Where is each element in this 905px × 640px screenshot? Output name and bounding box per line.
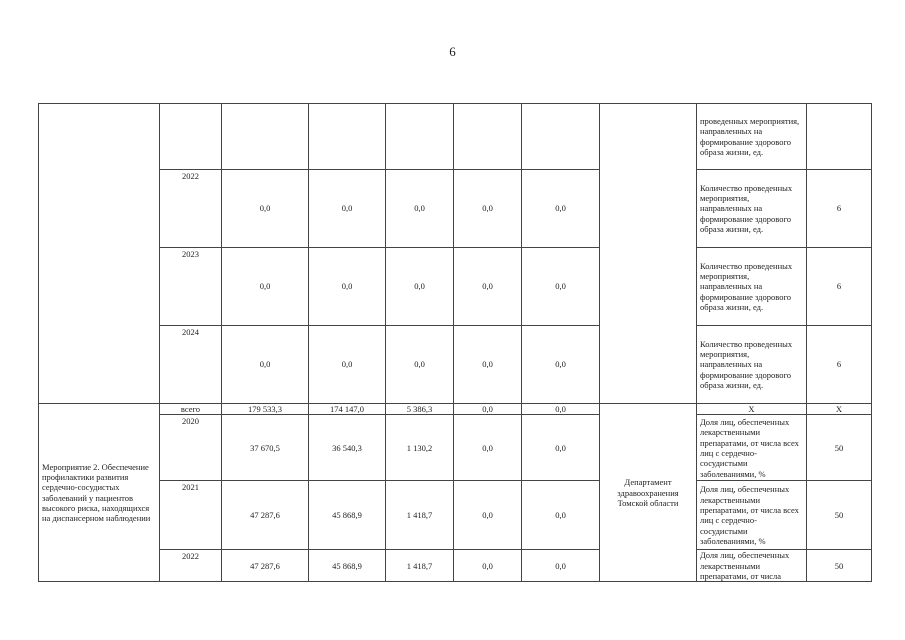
page-number: 6 xyxy=(449,44,456,59)
indicator-cell: Доля лиц, обеспеченных лекарственными препаратами, от числа всех лиц с сердечно-сосудистыми заболеваниями, % xyxy=(697,481,807,550)
indicator-value-cell xyxy=(807,104,872,170)
table-row-total xyxy=(39,404,872,415)
year-cell: 2022 xyxy=(160,170,222,248)
year-cell: 2020 xyxy=(160,415,222,481)
value-cell: 0,0 xyxy=(454,170,522,248)
value-cell: 0,0 xyxy=(454,550,522,582)
value-cell: 47 287,6 xyxy=(222,481,309,550)
value-cell: 36 540,3 xyxy=(309,415,386,481)
value-cell: 0,0 xyxy=(522,404,600,415)
value-cell: 1 130,2 xyxy=(386,415,454,481)
table-row xyxy=(39,481,872,550)
indicator-cell: Количество проведенных мероприятия, направленных на формирование здорового образа жизни, ед. xyxy=(697,326,807,404)
value-cell: 0,0 xyxy=(522,248,600,326)
indicator-value-cell: 50 xyxy=(807,415,872,481)
value-cell: 0,0 xyxy=(222,326,309,404)
table-row xyxy=(39,550,872,582)
value-cell xyxy=(309,104,386,170)
value-cell: 1 418,7 xyxy=(386,481,454,550)
indicator-cell: Доля лиц, обеспеченных лекарственными препаратами, от числа всех лиц с сердечно-сосудистыми заболеваниями, % xyxy=(697,415,807,481)
indicator-value-cell: 50 xyxy=(807,550,872,582)
value-cell xyxy=(222,104,309,170)
table-row xyxy=(39,104,872,170)
value-cell: 0,0 xyxy=(522,170,600,248)
executor-cell: Департамент здравоохранения Томской области xyxy=(600,404,697,582)
value-cell: 37 670,5 xyxy=(222,415,309,481)
year-cell-total: всего xyxy=(160,404,222,415)
value-cell xyxy=(386,104,454,170)
value-cell: 0,0 xyxy=(386,170,454,248)
measure-name-cell: Мероприятие 2. Обеспечение профилактики развития сердечно-сосудистых заболеваний у пациентов высокого риска, находящихся на диспансерном наблюдении xyxy=(39,404,160,582)
value-cell: 1 418,7 xyxy=(386,550,454,582)
measure-cell-continued xyxy=(39,104,160,404)
executor-cell-continued xyxy=(600,104,697,404)
indicator-value-cell: 6 xyxy=(807,248,872,326)
value-cell: 179 533,3 xyxy=(222,404,309,415)
table-row xyxy=(39,248,872,326)
value-cell: 0,0 xyxy=(222,248,309,326)
value-cell: 0,0 xyxy=(522,415,600,481)
table-row xyxy=(39,326,872,404)
value-cell xyxy=(522,104,600,170)
year-cell: 2021 xyxy=(160,481,222,550)
year-cell: 2023 xyxy=(160,248,222,326)
value-cell: 0,0 xyxy=(386,248,454,326)
table-row xyxy=(39,415,872,481)
indicator-value-cell: 6 xyxy=(807,326,872,404)
program-table xyxy=(38,103,872,582)
year-cell: 2022 xyxy=(160,550,222,582)
value-cell: 5 386,3 xyxy=(386,404,454,415)
year-cell: 2024 xyxy=(160,326,222,404)
indicator-cell: Доля лиц, обеспеченных лекарственными препаратами, от числа xyxy=(697,550,807,582)
value-cell: 0,0 xyxy=(522,326,600,404)
value-cell: 0,0 xyxy=(309,170,386,248)
value-cell: 0,0 xyxy=(454,415,522,481)
table-row xyxy=(39,170,872,248)
value-cell: 0,0 xyxy=(222,170,309,248)
value-cell: 47 287,6 xyxy=(222,550,309,582)
value-cell xyxy=(454,104,522,170)
value-cell: 0,0 xyxy=(386,326,454,404)
value-cell: 0,0 xyxy=(454,248,522,326)
value-cell: 0,0 xyxy=(454,481,522,550)
indicator-cell: Количество проведенных мероприятия, направленных на формирование здорового образа жизни, ед. xyxy=(697,170,807,248)
value-cell: 174 147,0 xyxy=(309,404,386,415)
value-cell: 45 868,9 xyxy=(309,481,386,550)
indicator-value-cell: 6 xyxy=(807,170,872,248)
value-cell: 0,0 xyxy=(522,550,600,582)
year-cell xyxy=(160,104,222,170)
indicator-cell: проведенных мероприятия, направленных на формирование здорового образа жизни, ед. xyxy=(697,104,807,170)
indicator-value-cell: X xyxy=(807,404,872,415)
indicator-value-cell: 50 xyxy=(807,481,872,550)
value-cell: 0,0 xyxy=(522,481,600,550)
value-cell: 0,0 xyxy=(309,326,386,404)
value-cell: 0,0 xyxy=(309,248,386,326)
indicator-cell: Количество проведенных мероприятия, направленных на формирование здорового образа жизни, ед. xyxy=(697,248,807,326)
value-cell: 0,0 xyxy=(454,404,522,415)
value-cell: 45 868,9 xyxy=(309,550,386,582)
value-cell: 0,0 xyxy=(454,326,522,404)
indicator-cell: X xyxy=(697,404,807,415)
